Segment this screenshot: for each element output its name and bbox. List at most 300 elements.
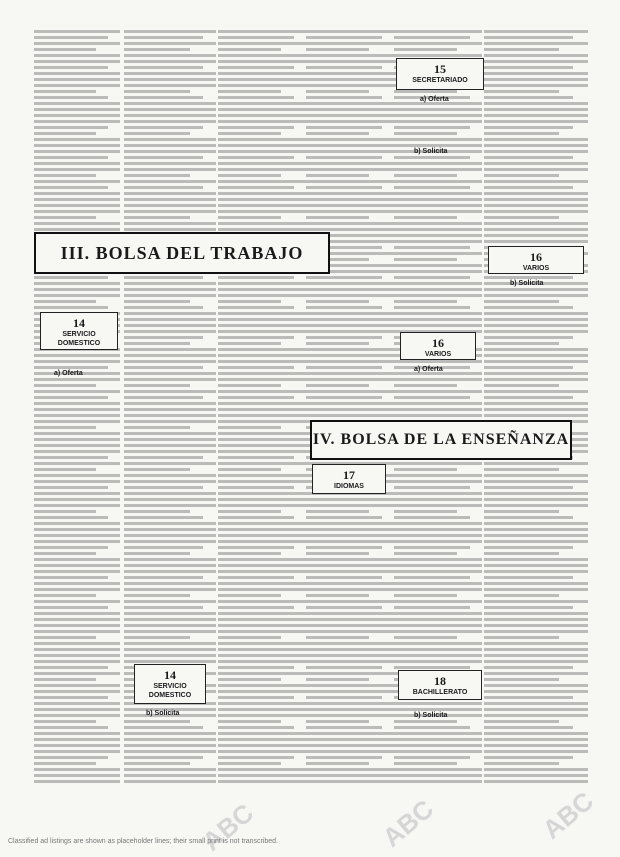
- listing-line: [218, 348, 306, 351]
- listing-line: [34, 354, 120, 357]
- listing-line: [306, 348, 394, 351]
- listing-line: [306, 132, 369, 135]
- listing-line: [34, 162, 120, 165]
- listing-line: [34, 66, 108, 69]
- listing-line: [218, 474, 306, 477]
- listing-line: [124, 744, 216, 747]
- listing-line: [484, 402, 588, 405]
- listing-line: [218, 120, 306, 123]
- section-number: 16: [530, 250, 542, 264]
- listing-line: [394, 618, 482, 621]
- listing-line: [124, 156, 203, 159]
- listing-line: [484, 576, 573, 579]
- listing-line: [124, 468, 190, 471]
- listing-line: [124, 30, 216, 33]
- listing-line: [218, 708, 306, 711]
- listing-line: [218, 342, 281, 345]
- listing-line: [124, 420, 216, 423]
- listing-line: [34, 648, 120, 651]
- listing-line: [218, 504, 306, 507]
- listing-line: [218, 696, 294, 699]
- listing-line: [34, 564, 120, 567]
- listing-line: [484, 396, 573, 399]
- listing-line: [34, 744, 120, 747]
- listing-line: [306, 198, 394, 201]
- listing-line: [124, 444, 216, 447]
- listing-line: [484, 132, 559, 135]
- listing-line: [34, 600, 120, 603]
- section-label: BACHILLERATO: [412, 689, 468, 696]
- listing-line: [34, 762, 96, 765]
- listing-line: [306, 288, 394, 291]
- listing-line: [394, 120, 482, 123]
- listing-line: [124, 318, 216, 321]
- listing-line: [394, 264, 482, 267]
- listing-line: [34, 366, 108, 369]
- listing-line: [306, 150, 394, 153]
- section-label: SERVICIO DOMESTICO: [148, 683, 192, 699]
- listing-line: [218, 36, 294, 39]
- listing-line: [394, 738, 482, 741]
- listing-line: [218, 606, 294, 609]
- listing-line: [306, 564, 394, 567]
- listing-line: [218, 402, 306, 405]
- listing-line: [218, 300, 281, 303]
- listing-line: [124, 396, 203, 399]
- listing-line: [306, 702, 394, 705]
- listing-line: [306, 330, 394, 333]
- listing-line: [484, 240, 588, 243]
- listing-line: [306, 378, 394, 381]
- listing-line: [124, 132, 190, 135]
- listing-line: [218, 144, 306, 147]
- column-3: [218, 30, 306, 786]
- listing-line: [218, 414, 306, 417]
- listing-line: [306, 636, 369, 639]
- listing-line: [34, 684, 120, 687]
- listing-line: [484, 54, 588, 57]
- listing-line: [34, 306, 108, 309]
- listing-line: [34, 186, 108, 189]
- listing-line: [394, 198, 482, 201]
- listing-line: [34, 42, 120, 45]
- listing-line: [484, 66, 573, 69]
- listing-line: [34, 624, 120, 627]
- listing-line: [218, 288, 306, 291]
- listing-line: [34, 126, 108, 129]
- listing-line: [34, 606, 108, 609]
- listing-line: [484, 60, 588, 63]
- listing-line: [484, 330, 588, 333]
- listing-line: [394, 642, 482, 645]
- listing-line: [306, 612, 394, 615]
- listing-line: [306, 144, 394, 147]
- listing-line: [124, 612, 216, 615]
- listing-line: [34, 294, 120, 297]
- listing-line: [306, 732, 394, 735]
- listing-line: [218, 516, 294, 519]
- listing-line: [218, 390, 306, 393]
- listing-line: [306, 618, 394, 621]
- listing-line: [34, 90, 96, 93]
- section-label: SERVICIO DOMESTICO: [57, 331, 101, 347]
- listing-line: [218, 558, 306, 561]
- listing-line: [394, 402, 482, 405]
- listing-line: [484, 738, 588, 741]
- listing-line: [218, 462, 306, 465]
- listing-line: [306, 522, 394, 525]
- listing-line: [218, 60, 306, 63]
- listing-line: [124, 66, 203, 69]
- listing-line: [394, 762, 457, 765]
- listing-line: [124, 102, 216, 105]
- listing-line: [394, 36, 470, 39]
- listing-line: [34, 78, 120, 81]
- listing-line: [484, 318, 588, 321]
- listing-line: [306, 528, 394, 531]
- listing-line: [124, 198, 216, 201]
- listing-line: [218, 138, 306, 141]
- listing-line: [306, 684, 394, 687]
- listing-line: [484, 360, 588, 363]
- listing-line: [218, 618, 306, 621]
- listing-line: [218, 216, 281, 219]
- listing-line: [218, 570, 306, 573]
- listing-line: [306, 48, 369, 51]
- listing-line: [484, 126, 573, 129]
- listing-line: [124, 492, 216, 495]
- listing-line: [484, 84, 588, 87]
- listing-line: [394, 144, 482, 147]
- listing-line: [34, 732, 120, 735]
- listing-line: [34, 132, 96, 135]
- listing-line: [34, 588, 120, 591]
- listing-line: [394, 558, 482, 561]
- listing-line: [218, 534, 306, 537]
- listing-line: [394, 750, 482, 753]
- section-box-14-servicio-domestico: [40, 312, 118, 350]
- listing-line: [484, 90, 559, 93]
- listing-line: [394, 30, 482, 33]
- listing-line: [34, 672, 120, 675]
- listing-line: [484, 336, 573, 339]
- listing-line: [394, 324, 482, 327]
- listing-line: [306, 336, 382, 339]
- listing-line: [484, 78, 588, 81]
- listing-line: [218, 522, 306, 525]
- listing-line: [218, 66, 294, 69]
- listing-line: [34, 60, 120, 63]
- listing-line: [306, 192, 394, 195]
- listing-line: [124, 54, 216, 57]
- listing-line: [218, 174, 281, 177]
- listing-line: [484, 120, 588, 123]
- listing-line: [34, 750, 120, 753]
- listing-line: [394, 138, 482, 141]
- listing-line: [484, 390, 588, 393]
- listing-line: [306, 90, 369, 93]
- listing-line: [34, 216, 96, 219]
- listing-line: [306, 228, 394, 231]
- listing-line: [394, 630, 482, 633]
- listing-line: [124, 114, 216, 117]
- listing-line: [306, 540, 394, 543]
- listing-line: [124, 354, 216, 357]
- listing-line: [218, 528, 306, 531]
- section-box-16-varios: [488, 246, 584, 274]
- listing-line: [34, 540, 120, 543]
- listing-line: [124, 120, 216, 123]
- listing-line: [34, 720, 96, 723]
- section-number: 14: [164, 668, 176, 682]
- listing-line: [218, 426, 281, 429]
- listing-line: [218, 672, 306, 675]
- listing-line: [34, 594, 96, 597]
- listing-line: [394, 648, 482, 651]
- listing-line: [394, 54, 482, 57]
- listing-line: [34, 228, 120, 231]
- listing-line: [124, 576, 203, 579]
- listing-line: [218, 318, 306, 321]
- listing-line: [394, 480, 482, 483]
- listing-line: [484, 354, 588, 357]
- listing-line: [124, 438, 216, 441]
- subhead-oferta: a) Oferta: [420, 96, 449, 103]
- listing-line: [394, 216, 457, 219]
- listing-line: [218, 366, 294, 369]
- listing-line: [484, 522, 588, 525]
- listing-line: [218, 714, 306, 717]
- listing-line: [34, 708, 120, 711]
- listing-line: [34, 552, 96, 555]
- listing-line: [218, 198, 306, 201]
- section-box-18-bachillerato: [398, 670, 482, 700]
- listing-line: [124, 222, 216, 225]
- listing-line: [124, 594, 190, 597]
- listing-line: [218, 204, 306, 207]
- listing-line: [306, 624, 394, 627]
- listing-line: [484, 96, 573, 99]
- listing-line: [306, 312, 394, 315]
- listing-line: [218, 48, 281, 51]
- listing-line: [218, 72, 306, 75]
- listing-line: [394, 180, 482, 183]
- listing-line: [218, 210, 306, 213]
- listing-line: [124, 432, 216, 435]
- listing-line: [34, 174, 96, 177]
- listing-line: [34, 156, 108, 159]
- listing-line: [306, 174, 369, 177]
- listing-line: [34, 504, 120, 507]
- subhead-solicita: b) Solicita: [510, 280, 544, 287]
- listing-line: [394, 168, 482, 171]
- listing-line: [124, 498, 216, 501]
- listing-line: [124, 36, 203, 39]
- listing-line: [34, 102, 120, 105]
- listing-line: [34, 420, 120, 423]
- listing-line: [306, 570, 394, 573]
- listing-line: [34, 780, 120, 783]
- listing-line: [218, 762, 281, 765]
- listing-line: [218, 132, 281, 135]
- section-box-17-idiomas: [312, 464, 386, 494]
- listing-line: [394, 552, 457, 555]
- listing-line: [124, 504, 216, 507]
- listing-line: [484, 582, 588, 585]
- listing-line: [124, 168, 216, 171]
- listing-line: [306, 282, 394, 285]
- listing-line: [306, 354, 394, 357]
- listing-line: [484, 150, 588, 153]
- listing-line: [34, 84, 120, 87]
- listing-line: [306, 60, 394, 63]
- listing-line: [34, 444, 120, 447]
- listing-line: [394, 780, 482, 783]
- watermark: ABC: [196, 797, 260, 857]
- listing-line: [306, 510, 369, 513]
- section-box-14-servicio-domestico-b: [134, 664, 206, 704]
- listing-line: [34, 120, 120, 123]
- listing-line: [124, 522, 216, 525]
- listing-line: [218, 396, 294, 399]
- listing-line: [484, 654, 588, 657]
- listing-line: [484, 366, 573, 369]
- listing-line: [124, 630, 216, 633]
- listing-line: [124, 606, 203, 609]
- listing-line: [306, 126, 382, 129]
- listing-line: [394, 474, 482, 477]
- listing-line: [306, 114, 394, 117]
- listing-line: [394, 174, 457, 177]
- listing-line: [34, 48, 96, 51]
- listing-line: [394, 384, 457, 387]
- listing-line: [306, 546, 382, 549]
- listing-line: [34, 144, 120, 147]
- listing-line: [124, 660, 216, 663]
- listing-line: [124, 486, 203, 489]
- listing-line: [124, 636, 190, 639]
- listing-line: [34, 432, 120, 435]
- listing-line: [394, 396, 470, 399]
- listing-line: [124, 180, 216, 183]
- listing-line: [34, 486, 108, 489]
- listing-line: [306, 744, 394, 747]
- listing-line: [218, 612, 306, 615]
- listing-line: [394, 540, 482, 543]
- listing-line: [484, 630, 588, 633]
- listing-line: [34, 282, 120, 285]
- listing-line: [34, 510, 96, 513]
- listing-line: [218, 744, 306, 747]
- listing-line: [306, 582, 394, 585]
- listing-line: [124, 558, 216, 561]
- listing-line: [394, 48, 457, 51]
- listing-line: [34, 204, 120, 207]
- listing-line: [306, 648, 394, 651]
- listing-line: [124, 288, 216, 291]
- listing-line: [124, 564, 216, 567]
- listing-line: [218, 162, 306, 165]
- listing-line: [394, 318, 482, 321]
- listing-line: [34, 774, 120, 777]
- listing-line: [484, 234, 588, 237]
- listing-line: [34, 738, 120, 741]
- listing-line: [484, 726, 573, 729]
- listing-line: [484, 114, 588, 117]
- listing-line: [218, 774, 306, 777]
- listing-line: [218, 666, 294, 669]
- listing-line: [218, 324, 306, 327]
- listing-line: [218, 498, 306, 501]
- listing-line: [124, 72, 216, 75]
- listing-line: [306, 306, 382, 309]
- listing-line: [124, 462, 216, 465]
- listing-line: [484, 504, 588, 507]
- listing-line: [218, 360, 306, 363]
- listing-line: [394, 186, 470, 189]
- listing-line: [218, 642, 306, 645]
- listing-line: [394, 228, 482, 231]
- listing-line: [484, 48, 559, 51]
- listing-line: [124, 588, 216, 591]
- listing-line: [484, 678, 559, 681]
- listing-line: [394, 90, 457, 93]
- listing-line: [34, 666, 108, 669]
- listing-line: [306, 696, 382, 699]
- listing-line: [484, 408, 588, 411]
- listing-line: [484, 684, 588, 687]
- listing-line: [124, 534, 216, 537]
- listing-line: [124, 192, 216, 195]
- listing-line: [34, 582, 120, 585]
- listing-line: [218, 222, 306, 225]
- listing-line: [34, 300, 96, 303]
- listing-line: [124, 282, 216, 285]
- listing-line: [484, 648, 588, 651]
- listing-line: [218, 90, 281, 93]
- listing-line: [394, 594, 457, 597]
- section-label: IDIOMAS: [334, 483, 364, 490]
- listing-line: [306, 36, 382, 39]
- listing-line: [306, 210, 394, 213]
- listing-line: [124, 324, 216, 327]
- listing-line: [394, 582, 482, 585]
- listing-line: [394, 504, 482, 507]
- subhead-oferta: a) Oferta: [414, 366, 443, 373]
- listing-line: [34, 522, 120, 525]
- listing-line: [218, 186, 294, 189]
- listing-line: [34, 642, 120, 645]
- listing-line: [124, 312, 216, 315]
- listing-line: [484, 720, 559, 723]
- listing-line: [394, 42, 482, 45]
- listing-line: [306, 726, 382, 729]
- listing-line: [34, 570, 120, 573]
- listing-line: [218, 636, 281, 639]
- listing-line: [394, 528, 482, 531]
- listing-line: [34, 498, 120, 501]
- listing-line: [124, 474, 216, 477]
- listing-line: [124, 78, 216, 81]
- listing-line: [484, 552, 559, 555]
- listing-line: [124, 402, 216, 405]
- listing-line: [394, 636, 457, 639]
- listing-line: [218, 276, 294, 279]
- listing-line: [484, 372, 588, 375]
- listing-line: [394, 414, 482, 417]
- listing-line: [484, 384, 559, 387]
- listing-line: [218, 450, 306, 453]
